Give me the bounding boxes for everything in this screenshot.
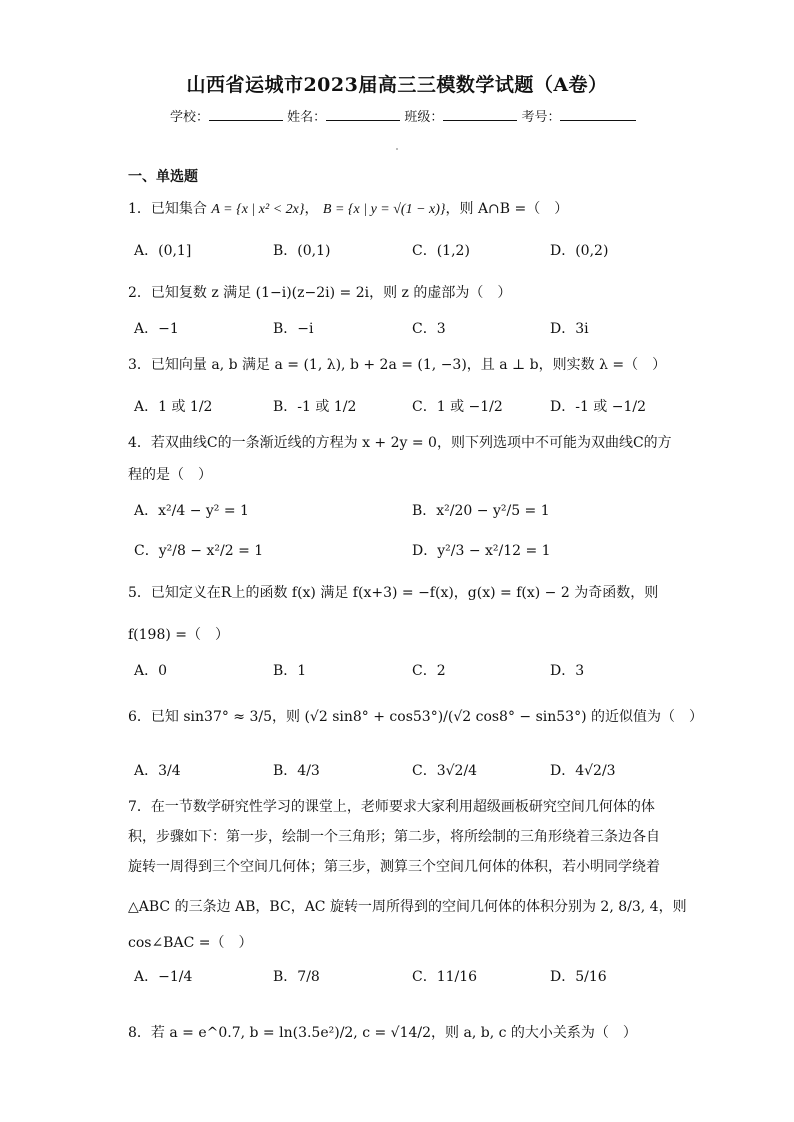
question-5-stem-line-1: 5．已知定义在R上的函数 f(x) 满足 f(x+3) = −f(x)，g(x) = f(x) − 2 为奇函数，则 bbox=[128, 585, 659, 601]
q5-option-d[interactable]: D．3 bbox=[550, 663, 585, 679]
q4-option-c[interactable]: C．y²/8 − x²/2 = 1 bbox=[134, 543, 264, 559]
q1-set-b: B = {x | y = √(1 − x)} bbox=[322, 202, 446, 217]
question-7-line-1: 7．在一节数学研究性学习的课堂上，老师要求大家利用超级画板研究空间几何体的体 bbox=[128, 799, 655, 815]
q7-option-c[interactable]: C．11/16 bbox=[412, 969, 478, 985]
q2-option-d[interactable]: D．3i bbox=[550, 321, 589, 337]
q6-option-b[interactable]: B．4/3 bbox=[273, 763, 320, 779]
student-info-line bbox=[170, 106, 636, 125]
question-7-line-3: 旋转一周得到三个空间几何体；第三步，测算三个空间几何体的体积，若小明同学绕着 bbox=[128, 859, 660, 875]
q1-set-a: A = {x | x² < 2x} bbox=[211, 202, 305, 217]
q3-option-a[interactable]: A．1 或 1/2 bbox=[134, 399, 213, 415]
question-8-stem: 8．若 a = e^0.7, b = ln(3.5e²)/2, c = √14/2，则 a, b, c 的大小关系为（ ） bbox=[128, 1025, 637, 1041]
q2-option-a[interactable]: A．−1 bbox=[134, 321, 179, 337]
name-label: 姓名： bbox=[287, 110, 327, 125]
q6-option-d[interactable]: D．4√2/3 bbox=[550, 763, 616, 779]
exam-number-label: 考号： bbox=[521, 110, 561, 125]
question-5-stem-line-2: f(198) =（ ） bbox=[128, 627, 230, 643]
q7-option-d[interactable]: D．5/16 bbox=[550, 969, 607, 985]
question-4-stem-line-2: 程的是（ ） bbox=[128, 467, 212, 483]
question-7-line-2: 积，步骤如下：第一步，绘制一个三角形；第二步，将所绘制的三角形绕着三条边各自 bbox=[128, 829, 660, 845]
q1-option-d[interactable]: D．(0,2) bbox=[550, 243, 609, 259]
question-7-line-5: cos∠BAC =（ ） bbox=[128, 935, 253, 951]
question-2-stem: 2．已知复数 z 满足 (1−i)(z−2i) = 2i，则 z 的虚部为（ ） bbox=[128, 285, 512, 301]
exam-number-blank[interactable] bbox=[560, 108, 636, 121]
question-1-stem: 1．已知集合 A = {x | x² < 2x}， B = {x | y = √(1 − x)}，则 A∩B =（ ） bbox=[128, 201, 569, 217]
q5-option-c[interactable]: C．2 bbox=[412, 663, 446, 679]
question-6-stem: 6．已知 sin37° ≈ 3/5，则 (√2 sin8° + cos53°)/(√2 cos8° − sin53°) 的近似值为（ ） bbox=[128, 709, 704, 725]
q1-option-a[interactable]: A．(0,1] bbox=[134, 243, 192, 259]
q7-option-b[interactable]: B．7/8 bbox=[273, 969, 320, 985]
q3-option-d[interactable]: D．-1 或 −1/2 bbox=[550, 399, 647, 415]
q4-option-d[interactable]: D．y²/3 − x²/12 = 1 bbox=[412, 543, 551, 559]
class-blank[interactable] bbox=[443, 108, 517, 121]
question-7-line-4: △ABC 的三条边 AB，BC，AC 旋转一周所得到的空间几何体的体积分别为 2, 8/3, 4，则 bbox=[128, 899, 687, 915]
q6-option-a[interactable]: A．3/4 bbox=[134, 763, 181, 779]
q5-option-a[interactable]: A．0 bbox=[134, 663, 168, 679]
q1-tail: ，则 A∩B =（ ） bbox=[445, 201, 569, 217]
q1-option-b[interactable]: B．(0,1) bbox=[273, 243, 331, 259]
section-heading: 一、单选题 bbox=[128, 169, 198, 185]
q2-option-c[interactable]: C．3 bbox=[412, 321, 446, 337]
q5-option-b[interactable]: B．1 bbox=[273, 663, 307, 679]
school-blank[interactable] bbox=[209, 108, 283, 121]
q6-option-c[interactable]: C．3√2/4 bbox=[412, 763, 478, 779]
class-label: 班级： bbox=[404, 110, 444, 125]
dot-mark bbox=[396, 148, 398, 150]
q3-option-b[interactable]: B．-1 或 1/2 bbox=[273, 399, 357, 415]
q4-option-b[interactable]: B．x²/20 − y²/5 = 1 bbox=[412, 503, 550, 519]
school-label: 学校： bbox=[170, 110, 210, 125]
q2-option-b[interactable]: B．−i bbox=[273, 321, 314, 337]
q7-option-a[interactable]: A．−1/4 bbox=[134, 969, 193, 985]
question-4-stem-line-1: 4．若双曲线C的一条渐近线的方程为 x + 2y = 0，则下列选项中不可能为双曲线C的方 bbox=[128, 435, 672, 451]
page-title: 山西省运城市2023届高三三模数学试题（A卷） bbox=[186, 74, 608, 96]
q3-option-c[interactable]: C．1 或 −1/2 bbox=[412, 399, 503, 415]
question-3-stem: 3．已知向量 a, b 满足 a = (1, λ), b + 2a = (1, −3)，且 a ⊥ b，则实数 λ =（ ） bbox=[128, 357, 667, 373]
name-blank[interactable] bbox=[326, 108, 400, 121]
q1-lead: 1．已知集合 bbox=[128, 201, 207, 217]
q4-option-a[interactable]: A．x²/4 − y² = 1 bbox=[134, 503, 249, 519]
q1-option-c[interactable]: C．(1,2) bbox=[412, 243, 470, 259]
